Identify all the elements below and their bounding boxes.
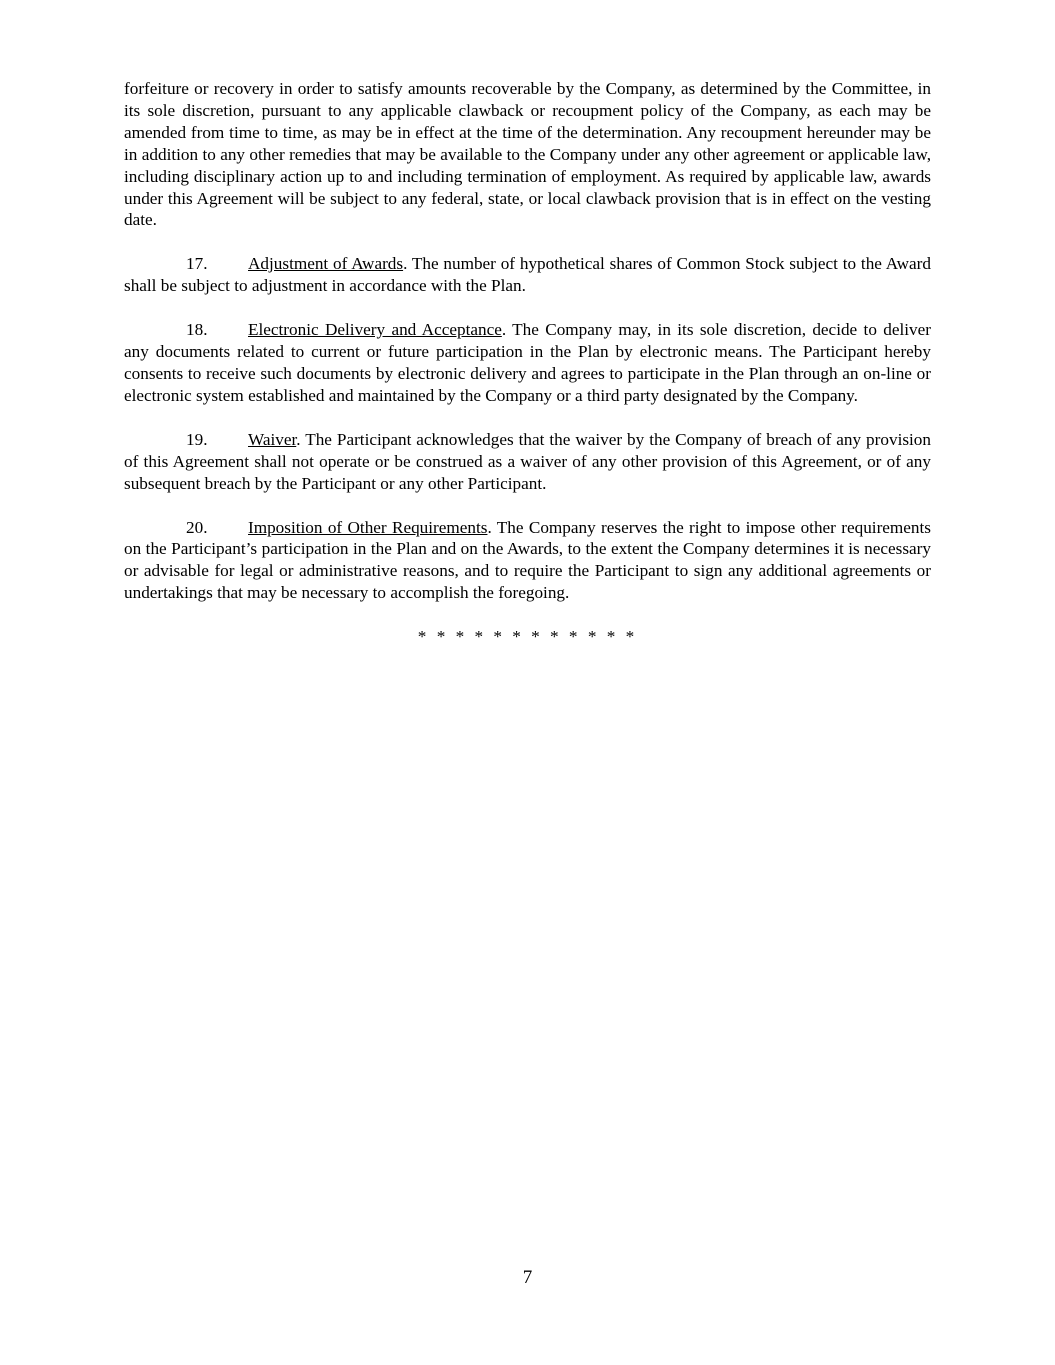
- section-number: 20.: [186, 517, 208, 537]
- section-body: . The Company reserves the right to impose other requirements on the Participant’s participation in the Plan and on the Awards, to the extent the Company determines it is necessary or advisable for legal or administrative reasons, and to require the Participant to sign any additional agreements or undertakings that may be necessary to accomplish the foregoing.: [124, 517, 931, 603]
- section-heading: Adjustment of Awards: [248, 254, 404, 274]
- section-17: [124, 253, 931, 297]
- end-separator: * * * * * * * * * * * *: [417, 627, 638, 647]
- section-body: . The number of hypothetical shares of Common Stock subject to the Award shall be subject to adjustment in accordance with the Plan.: [124, 254, 931, 296]
- section-20: [124, 517, 931, 605]
- section-heading: Electronic Delivery and Acceptance: [248, 320, 502, 340]
- section-number: 17.: [186, 254, 208, 274]
- section-body: . The Company may, in its sole discretion, decide to deliver any documents related to current or future participation in the Plan by electronic means. The Participant hereby consents to receive such documents by electronic delivery and agrees to participate in the Plan through an on-line or electronic system established and maintained by the Company or a third party designated by the Company.: [124, 320, 931, 405]
- section-19: [124, 429, 931, 495]
- continuation-paragraph: forfeiture or recovery in order to satisfy amounts recoverable by the Company, as determined by the Committee, in its sole discretion, pursuant to any applicable clawback or recoupment policy of the Company, as each may be amended from time to time, as may be in effect at the time of the determination. Any recoupment hereunder may be in addition to any other remedies that may be available to the Company under any other agreement or applicable law, including disciplinary action up to and including termination of employment. As required by applicable law, awards under this Agreement will be subject to any federal, state, or local clawback provision that is in effect on the vesting date.: [124, 79, 931, 230]
- section-heading: Waiver: [248, 429, 297, 449]
- section-heading: Imposition of Other Requirements: [248, 517, 488, 537]
- section-body: . The Participant acknowledges that the waiver by the Company of breach of any provision of this Agreement shall not operate or be construed as a waiver of any other provision of this Agreement, or of any subsequent breach by the Participant or any other Participant.: [124, 429, 931, 493]
- section-18: [124, 319, 931, 407]
- document-page: [124, 78, 931, 670]
- section-number: 19.: [186, 429, 208, 449]
- section-number: 18.: [186, 320, 208, 340]
- page-number: 7: [522, 1267, 533, 1288]
